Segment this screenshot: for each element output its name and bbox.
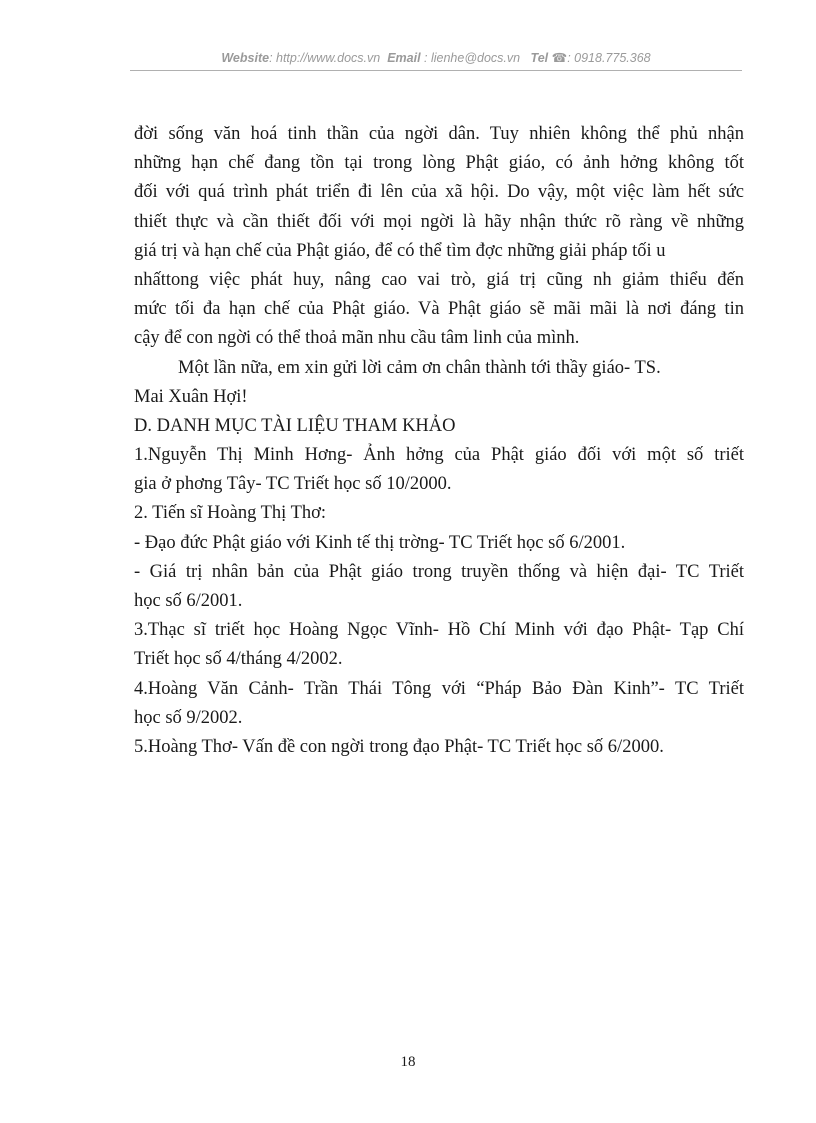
conclusion-line: mức tối đa hạn chế của Phật giáo. Và Phật giáo sẽ mãi mãi là nơi đáng tin (134, 299, 744, 320)
reference-line: - Giá trị nhân bản của Phật giáo trong truyền thống và hiện đại- TC Triết (134, 561, 744, 582)
website-value: : http://www.docs.vn (269, 51, 381, 65)
reference-line: 3.Thạc sĩ triết học Hoàng Ngọc Vĩnh- Hồ Chí Minh với đạo Phật- Tạp Chí (134, 620, 744, 641)
conclusion-line: nhấttong việc phát huy, nâng cao vai trò, giá trị cũng nh giảm thiểu đến (134, 269, 744, 290)
reference-line: 2. Tiến sĩ Hoàng Thị Thơ: (134, 503, 327, 524)
reference-line: 4.Hoàng Văn Cảnh- Trần Thái Tông với “Pháp Bảo Đàn Kinh”- TC Triết (134, 678, 744, 699)
conclusion-line: những hạn chế đang tồn tại trong lòng Phật giáo, có ảnh hởng không tốt (134, 153, 744, 174)
conclusion-line: đối với quá trình phát triển đi lên của xã hội. Do vậy, một việc làm hết sức (134, 182, 744, 203)
reference-line: học số 9/2002. (134, 707, 243, 728)
reference-line: - Đạo đức Phật giáo với Kinh tế thị trờng- TC Triết học số 6/2001. (134, 532, 626, 553)
reference-line: Triết học số 4/tháng 4/2002. (134, 649, 343, 670)
page-header (130, 50, 742, 65)
tel-label: Tel (530, 51, 549, 65)
header-divider (130, 70, 742, 71)
references-heading: D. DANH MỤC TÀI LIỆU THAM KHẢO (134, 415, 456, 436)
conclusion-line: thiết thực và cần thiết đối với mọi ngời là hãy nhận thức rõ ràng về những (134, 211, 744, 232)
tel-value: : 0918.775.368 (567, 51, 651, 65)
phone-icon: ☎ (551, 51, 568, 65)
reference-line: 5.Hoàng Thơ- Vấn đề con ngời trong đạo Phật- TC Triết học số 6/2000. (134, 736, 664, 757)
reference-line: 1.Nguyễn Thị Minh Hơng- Ảnh hởng của Phật giáo đối với một số triết (134, 445, 744, 466)
reference-line: học số 6/2001. (134, 591, 243, 611)
conclusion-line: đời sống văn hoá tinh thần của ngời dân. Tuy nhiên không thể phủ nhận (134, 124, 744, 144)
thanks-line: Một lần nữa, em xin gửi lời cảm ơn chân thành tới thầy giáo- TS. (178, 357, 661, 378)
reference-line: gia ở phơng Tây- TC Triết học số 10/2000. (134, 474, 452, 495)
page-number: 18 (400, 1054, 416, 1070)
conclusion-line: cậy để con ngời có thể thoả mãn nhu cầu tâm linh của mình. (134, 328, 580, 349)
document-body (134, 120, 744, 762)
conclusion-line: giá trị và hạn chế của Phật giáo, để có thể tìm đợc những giải pháp tối u (134, 240, 666, 261)
email-label: Email (387, 51, 421, 65)
email-value: : lienhe@docs.vn (424, 51, 521, 65)
thanks-line: Mai Xuân Hợi! (134, 386, 248, 407)
website-label: Website (221, 51, 270, 65)
